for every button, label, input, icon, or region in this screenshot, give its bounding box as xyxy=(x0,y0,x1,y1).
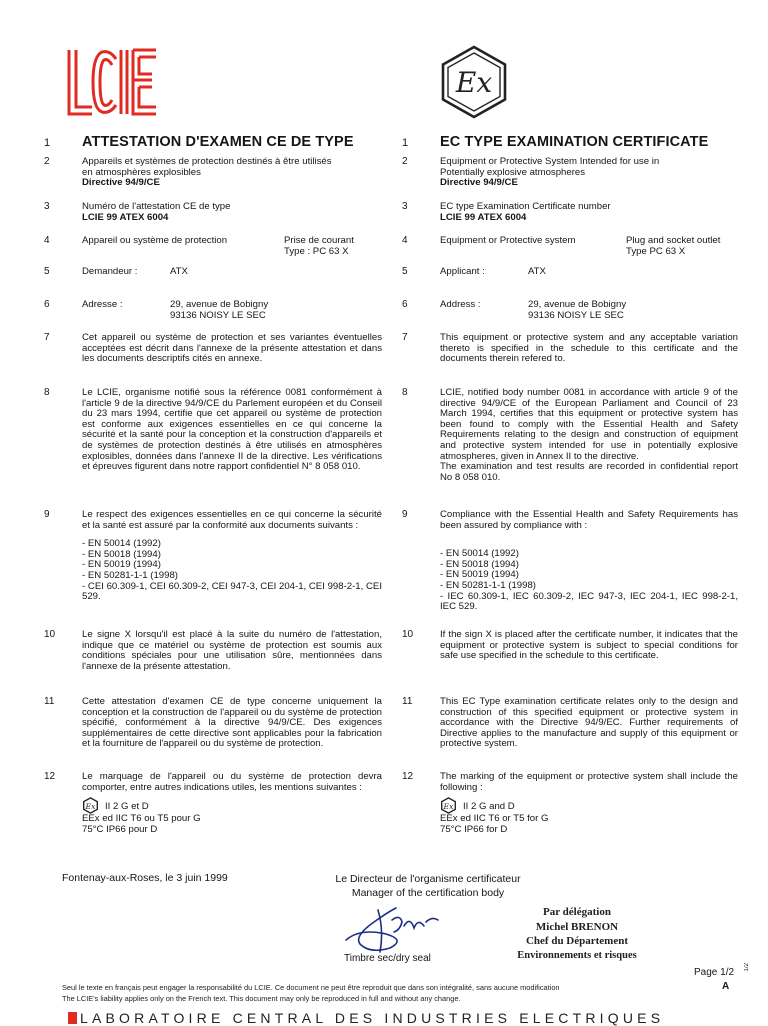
en-standards-list: - EN 50014 (1992) - EN 50018 (1994) - EN 50019 (1994) - EN 50281-1-1 (1998) - IEC 60.309-1, IEC 60.309-2, IEC 947-3, IEC 204-1, IEC 998-2-1, IEC 529. xyxy=(440,548,738,613)
en-marking: Ex II 2 G and D xyxy=(440,797,738,814)
director-title: Le Directeur de l'organisme certificateur Manager of the certification body xyxy=(335,873,521,899)
svg-text:Ex: Ex xyxy=(85,802,96,812)
page-number: Page 1/2 xyxy=(694,967,735,978)
disclaimer: Seul le texte en français peut engager la responsabilité du LCIE. Ce document ne peut être reproduit que dans son intégralité, sans aucune modification The LCIE's liability applies only on the French text. This document may only be reproduced in full and without any change. xyxy=(62,983,560,1003)
certificate-page: Ex 1 ATTESTATION D'EXAMEN CE DE TYPE 2 Appareils et systèmes de protection destinés à être utilisés en atmosphères explosibles Directive 94/9/CE 3 Numéro de l'attestation CE de type LCIE 99 ATEX 6004 4 Appareil ou système de protection Prise de courant Type : PC 63 X 5 Demandeur : ATX 6 Adresse : 29, avenue de Bobigny 93136 NOISY LE SEC 7 Cet appareil ou système de protection et ses variantes éventuelles acceptées est décrit dans l'annexe de la présente attestation et dans les documents descriptifs cités en annexe. 8 Le LCIE, organisme notifié sous la référence 0081 conformément à l'article 9 de la directive 94/9/CE du Parlement européen et du Conseil du 23 mars 1994, certifie que cet appareil ou système de protection est conforme aux exigences essentielles en ce qui concerne la sécurité et la santé pour la conception et la construction d'appareils et de systèmes de protection destinés à être utilisés en atmosphères explosibles, données dans l'annexe II de la directive. Les vérifications et épreuves figurent dans notre rapport confidentiel N° 8 058 010. 9 Le respect des exigences essentielles en ce qui concerne la sécurité et la santé est assuré par la conformité aux documents suivants : - EN 50014 (1992) - EN 50018 (1994) - EN 50019 (1994) - EN 50281-1-1 (1998) - CEI 60.309-1, CEI 60.309-2, CEI 947-3, CEI 204-1, CEI 998-2-1, CEI 529. 10 Le signe X lorsqu'il est placé à la suite du numéro de l'attestation, indique que ce matériel ou système de protection est soumis aux conditions spéciales pour une utilisation sûre, mentionnées dans l'annexe de la présente attestation. 11 Cette attestation d'examen CE de type concerne uniquement la conception et la construction de l'appareil ou du système de protection spécifié, conformément à la directive 94/9/CE. Des exigences supplémentaires de cette directive sont applicables pour la fabrication et la fourniture de l'appareil ou du système de protection. 12 Le marquage de l'appareil ou du système de protection devra comporter, entre autres indications utiles, les mentions suivantes : Ex II 2 G et D EEx ed IIC T6 ou T5 pour G 75°C IP66 pour D 1 EC TYPE EXAMINATION CERTIFICATE 2 Equipment or Protective System Intended for use in Potentially explosive atmospheres Directive 94/9/CE 3 EC type Examination Certificate number LCIE 99 ATEX 6004 4 Equipment or Protective system Plug and socket outlet Type PC 63 X 5 Applicant : ATX 6 Address : 29, avenue de Bobigny 93136 NOISY LE SEC 7 This equipment or protective system and any acceptable variation thereto is specified in the schedule to this certificate and the documents therein refered to. 8 LCIE, notified body number 0081 in accordance with article 9 of the directive 94/9/CE of the European Parliament and Council of 23 March 1994, certifies that this equipment or protective system has been found to comply with the Essential Health and Safety Requirements relating to the design and construction of equipment and protective system intended for use in potentially explosive atmospheres, given in Annex II to the directive. The examination and test results are recorded in confidential report No 8 058 010. 9 Compliance with the Essential Health and Safety Requirements has been assured by compliance with : - EN 50014 (1992) - EN 50018 (1994) - EN 50019 (1994) - EN 50281-1-1 (1998) - IEC 60.309-1, IEC 60.309-2, IEC 947-3, IEC 204-1, IEC 998-2-1, IEC 529. 10 If the sign X is placed after the certificate number, it indicates that the equipment or protective system is subject to special conditions for safe use specified in the schedule to this certificate. 11 This EC Type examination certificate relates only to the design and construction of this specified equipment or protective system in accordance with the Directive 94/9/EC. Further requirements of Directive applies to the manufacture and supply of this equipment or protective system. 12 The marking of the equipment or protective system shall include the following : Ex II 2 G and D EEx ed IIC T6 or T5 for G 75°C IP66 for D Fontenay-aux-Roses, le 3 juin 1999 Le Directeur de l'organisme certificateur Manager of the certification body Timbre sec/dry seal Par délégation Michel BRENON Chef du Département Environnements et risques Page 1/2 1/2 A Seul le texte en français peut engager la responsabilité du LCIE. Ce document ne peut être reproduit que dans son intégralité, sans aucune modification The LCIE's liability applies only on the French text. This document may only be reproduced in full and without any change. LABORATOIRE CENTRAL DES INDUSTRIES ELECTRIQUES xyxy=(0,0,768,1024)
svg-text:Ex: Ex xyxy=(443,802,454,812)
page-reference: A xyxy=(722,981,730,992)
seal-label: Timbre sec/dry seal xyxy=(344,953,431,964)
en-title: EC TYPE EXAMINATION CERTIFICATE xyxy=(440,134,709,150)
fr-standards-list: - EN 50014 (1992) - EN 50018 (1994) - EN 50019 (1994) - EN 50281-1-1 (1998) - CEI 60.309-1, CEI 60.309-2, CEI 947-3, CEI 204-1, CEI 998-2-1, CEI 529. xyxy=(82,538,382,603)
delegation-stamp: Par délégation Michel BRENON Chef du Département Environnements et risques xyxy=(517,906,637,961)
ex-logo-text: Ex xyxy=(455,66,493,99)
fr-title: ATTESTATION D'EXAMEN CE DE TYPE xyxy=(82,134,354,150)
fr-marking: Ex II 2 G et D xyxy=(82,797,382,814)
lcie-logo xyxy=(66,47,158,117)
footer-red-bar xyxy=(68,1012,77,1024)
place-and-date: Fontenay-aux-Roses, le 3 juin 1999 xyxy=(62,872,228,884)
ex-mark-icon xyxy=(82,797,99,814)
ex-mark-icon xyxy=(440,797,457,814)
footer-lab-name: LABORATOIRE CENTRAL DES INDUSTRIES ELECTRIQUES xyxy=(80,1010,665,1026)
handwritten-signature xyxy=(340,900,450,955)
page-side-mark: 1/2 xyxy=(744,963,750,972)
ex-hexagon-icon xyxy=(436,44,512,120)
